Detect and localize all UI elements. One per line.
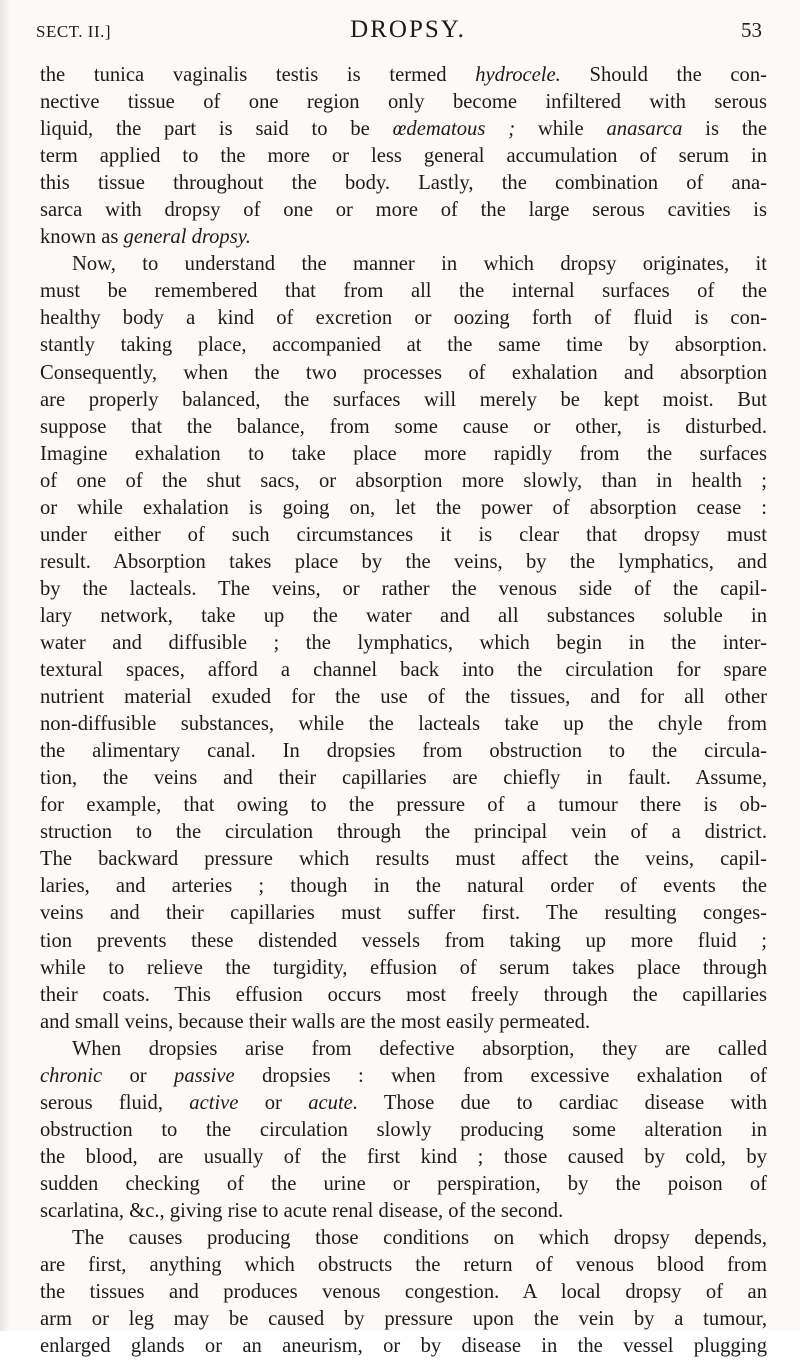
text-run: their coats. This effusion occurs most freely through the capillaries — [40, 983, 767, 1006]
text-line — [40, 1225, 767, 1252]
text-line — [40, 1117, 767, 1144]
italic-term: œdematous ; — [392, 118, 516, 141]
text-line — [40, 360, 767, 387]
text-line — [40, 846, 767, 873]
italic-term: passive — [174, 1064, 235, 1087]
text-run: are properly balanced, the surfaces will merely be kept moist. But — [40, 388, 767, 411]
text-run: is the — [682, 118, 767, 141]
text-run: result. Absorption takes place by the veins, by the lymphatics, and — [40, 550, 767, 573]
text-run: term applied to the more or less general accumulation of serum in — [40, 145, 767, 168]
text-line — [40, 765, 767, 792]
text-run: textural spaces, afford a channel back into the circulation for spare — [40, 659, 767, 682]
text-line — [40, 1090, 767, 1117]
text-line — [40, 116, 767, 143]
text-line — [40, 738, 767, 765]
text-line — [40, 441, 767, 468]
text-run: of one of the shut sacs, or absorption more slowly, than in health ; — [40, 469, 767, 492]
text-run: under either of such circumstances it is clear that dropsy must — [40, 523, 767, 546]
text-run: must be remembered that from all the internal surfaces of the — [40, 280, 767, 303]
text-run: sarca with dropsy of one or more of the large serous cavities is — [40, 199, 767, 222]
text-line — [40, 89, 767, 116]
text-line — [40, 603, 767, 630]
text-run: the tunica vaginalis testis is termed — [40, 64, 476, 86]
text-line — [40, 1144, 767, 1171]
text-run: by the lacteals. The veins, or rather the venous side of the capil- — [40, 577, 767, 600]
text-line — [40, 1198, 767, 1225]
body-text — [40, 62, 767, 1360]
text-line — [40, 387, 767, 414]
text-line — [40, 1036, 767, 1063]
text-line — [40, 630, 767, 657]
text-line — [40, 657, 767, 684]
text-run: struction to the circulation through the principal vein of a district. — [40, 821, 767, 844]
text-line — [40, 224, 767, 251]
page-gutter-shadow — [0, 0, 10, 1331]
text-run: Those due to cardiac disease with — [357, 1091, 768, 1114]
text-run: Consequently, when the two processes of exhalation and absorption — [40, 361, 767, 384]
text-line — [40, 468, 767, 495]
text-line — [40, 305, 767, 332]
text-run: the tissues and produces venous congestion. A local dropsy of an — [40, 1281, 767, 1304]
text-run: sudden checking of the urine or perspiration, by the poison of — [40, 1172, 767, 1195]
text-run: dropsies : when from excessive exhalation of — [234, 1064, 767, 1087]
text-run: Imagine exhalation to take place more rapidly from the surfaces — [40, 442, 767, 465]
text-line — [40, 1333, 767, 1360]
text-line — [40, 955, 767, 982]
text-run: veins and their capillaries must suffer first. The resulting conges- — [40, 902, 767, 925]
text-run: The causes producing those conditions on which dropsy depends, — [72, 1227, 767, 1250]
text-line — [40, 495, 767, 522]
text-run: while — [515, 118, 607, 141]
text-line — [40, 1279, 767, 1306]
italic-term: hydrocele. — [475, 64, 561, 86]
text-run: nutrient material exuded for the use of the tissues, and for all other — [40, 686, 767, 709]
italic-term: active — [189, 1091, 239, 1114]
text-run: suppose that the balance, from some cause or other, is disturbed. — [40, 415, 767, 438]
text-run: lary network, take up the water and all substances soluble in — [40, 604, 767, 627]
text-run: liquid, the part is said to be — [40, 118, 393, 141]
text-line — [40, 1009, 767, 1036]
text-run: serous fluid, — [40, 1091, 190, 1114]
text-run: The backward pressure which results must affect the veins, capil- — [40, 848, 767, 871]
text-run: stantly taking place, accompanied at the same time by absorption. — [40, 334, 767, 357]
text-line — [40, 522, 767, 549]
text-run: Now, to understand the manner in which dropsy originates, it — [72, 253, 767, 276]
text-run: or — [102, 1064, 175, 1087]
text-line — [40, 576, 767, 603]
italic-term: acute. — [308, 1091, 358, 1114]
text-run: When dropsies arise from defective absorption, they are called — [72, 1037, 767, 1060]
text-run: enlarged glands or an aneurism, or by disease in the vessel plugging — [40, 1335, 767, 1358]
text-line — [40, 1063, 767, 1090]
text-run: the blood, are usually of the first kind ; those caused by cold, by — [40, 1145, 767, 1168]
italic-term: anasarca — [606, 118, 683, 141]
text-run: healthy body a kind of excretion or oozing forth of fluid is con- — [40, 307, 767, 330]
text-line — [40, 197, 767, 224]
text-run: non-diffusible substances, while the lacteals take up the chyle from — [40, 713, 767, 736]
page-title: DROPSY. — [350, 16, 466, 43]
text-run: for example, that owing to the pressure of a tumour there is ob- — [40, 794, 767, 817]
text-run: or while exhalation is going on, let the power of absorption cease : — [40, 496, 767, 519]
text-line — [40, 549, 767, 576]
italic-term: chronic — [40, 1064, 103, 1087]
text-run: laries, and arteries ; though in the natural order of events the — [40, 875, 767, 898]
text-run: tion, the veins and their capillaries are chiefly in fault. Assume, — [40, 767, 767, 790]
text-line — [40, 1171, 767, 1198]
text-line — [40, 170, 767, 197]
text-line — [40, 143, 767, 170]
text-line — [40, 414, 767, 441]
text-line — [40, 819, 767, 846]
section-label: SECT. II.] — [36, 22, 112, 41]
italic-term: general dropsy. — [123, 226, 251, 249]
text-run: or — [238, 1091, 309, 1114]
running-head — [36, 16, 780, 46]
text-line — [40, 251, 767, 278]
text-run: are first, anything which obstructs the return of venous blood from — [40, 1254, 767, 1277]
text-run: arm or leg may be caused by pressure upon the vein by a tumour, — [40, 1308, 767, 1331]
text-line — [40, 62, 767, 89]
text-line — [40, 928, 767, 955]
text-run: water and diffusible ; the lymphatics, which begin in the inter- — [40, 631, 767, 654]
page-number: 53 — [741, 18, 762, 42]
text-run: obstruction to the circulation slowly producing some alteration in — [40, 1118, 767, 1141]
text-run: this tissue throughout the body. Lastly, the combination of ana- — [40, 172, 767, 195]
text-run: while to relieve the turgidity, effusion of serum takes place through — [40, 956, 767, 979]
text-line — [40, 684, 767, 711]
text-line — [40, 982, 767, 1009]
text-run: the alimentary canal. In dropsies from obstruction to the circula- — [40, 740, 767, 763]
text-line — [40, 1306, 767, 1333]
text-line — [40, 332, 767, 359]
text-line — [40, 711, 767, 738]
text-line — [40, 278, 767, 305]
text-run: and small veins, because their walls are the most easily permeated. — [40, 1010, 591, 1033]
text-line — [40, 1252, 767, 1279]
text-run: Should the con- — [560, 64, 768, 86]
text-line — [40, 873, 767, 900]
text-run: known as — [40, 226, 124, 249]
text-run: scarlatina, &c., giving rise to acute renal disease, of the second. — [40, 1199, 564, 1222]
text-line — [40, 900, 767, 927]
text-line — [40, 792, 767, 819]
text-run: nective tissue of one region only become infiltered with serous — [40, 91, 767, 114]
text-run: tion prevents these distended vessels from taking up more fluid ; — [40, 929, 767, 952]
